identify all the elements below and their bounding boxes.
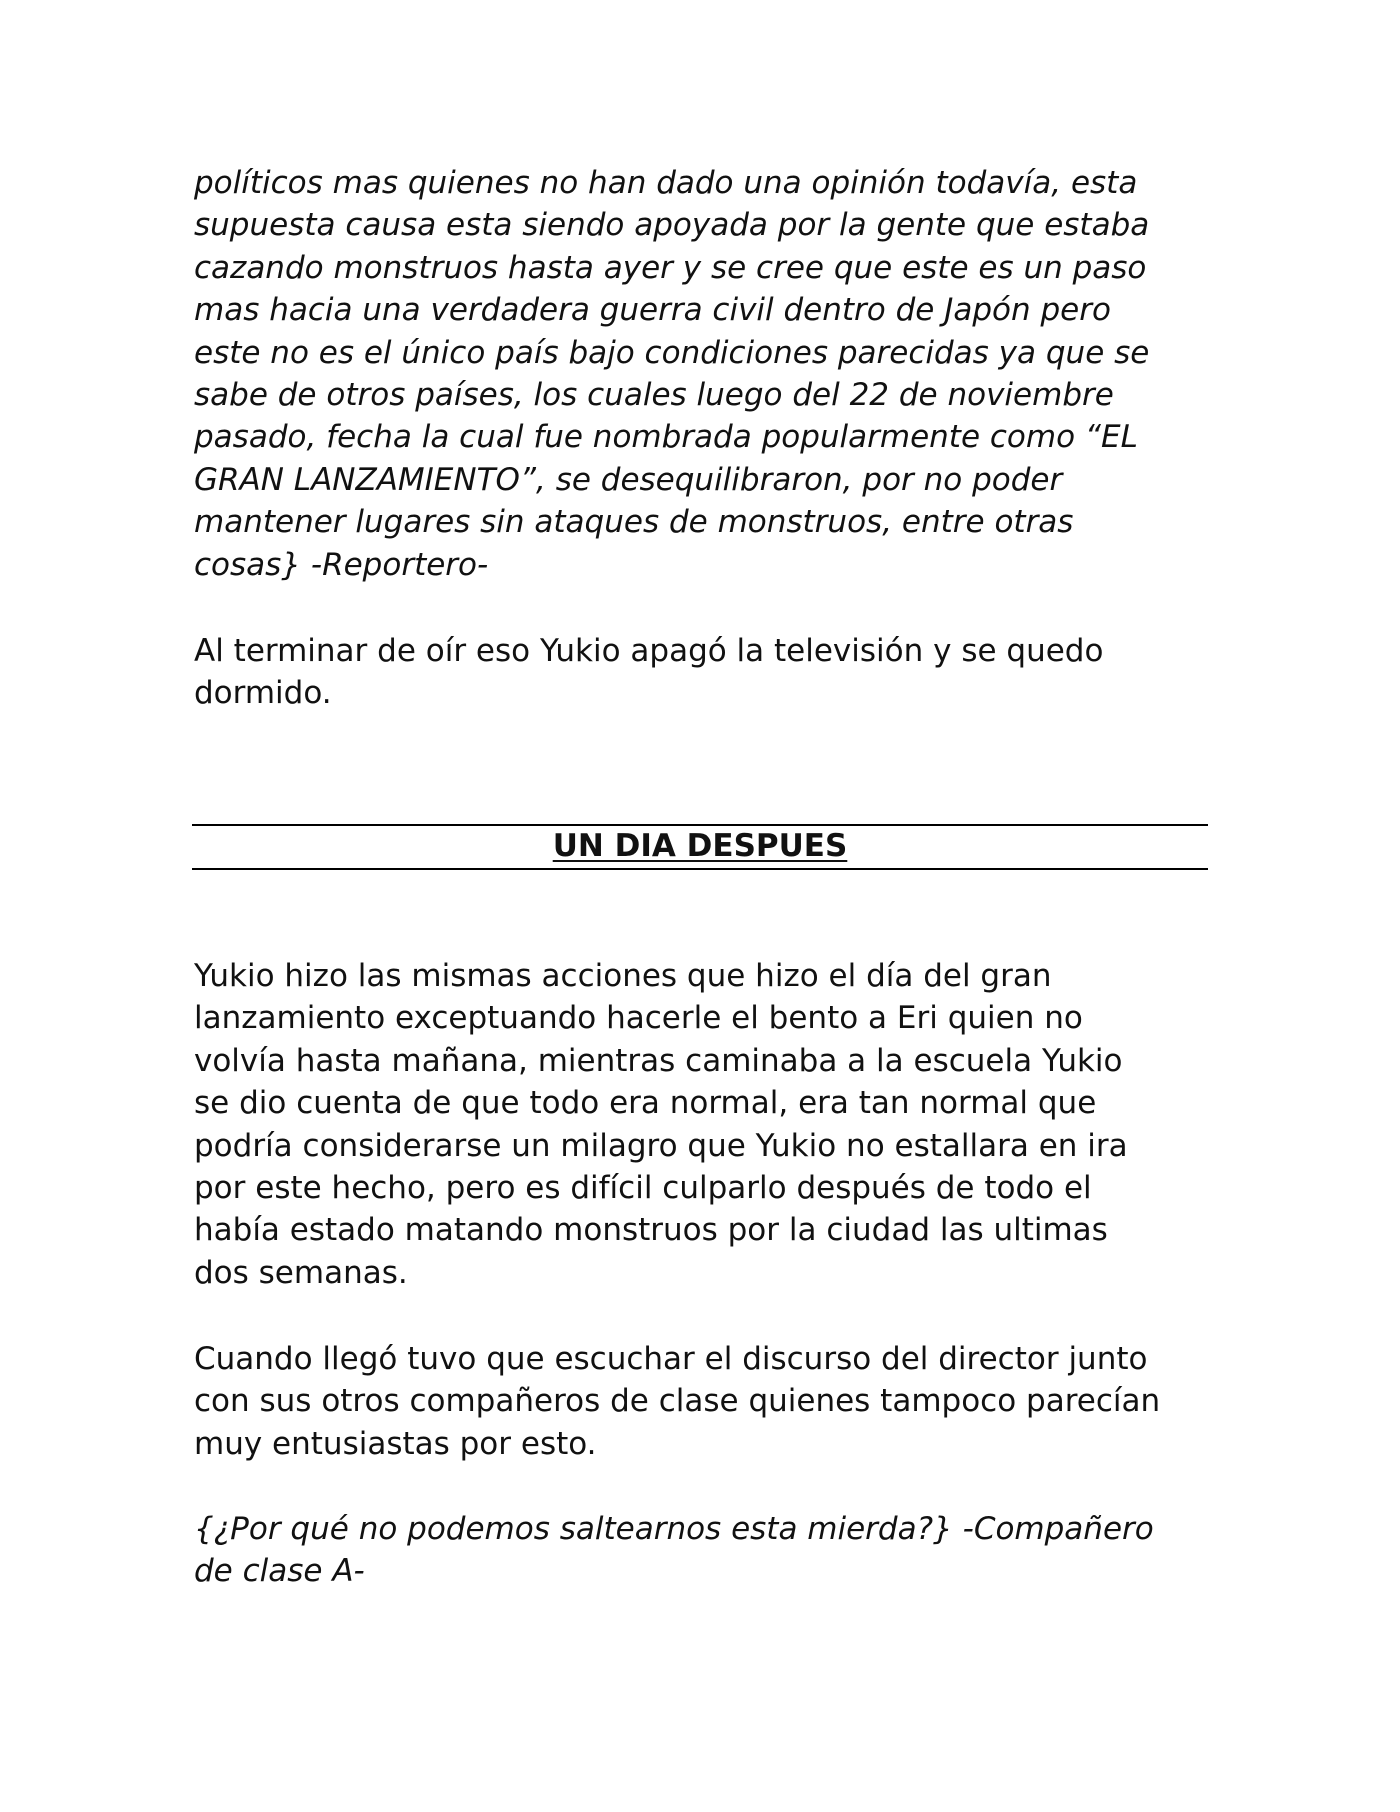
paragraph-next-day [194, 955, 1214, 1294]
text-line: políticos mas quienes no han dado una opinión todavía, esta [194, 165, 1138, 201]
paragraph-classmate-quote [194, 1508, 1214, 1593]
text-line: Al terminar de oír eso Yukio apagó la televisión y se quedo [194, 633, 1104, 669]
text-line: dos semanas. [194, 1254, 408, 1291]
text-line: había estado matando monstruos por la ciudad las ultimas [194, 1212, 1108, 1249]
text-line: mas hacia una verdadera guerra civil dentro de Japón pero [194, 292, 1111, 329]
text-line: con sus otros compañeros de clase quienes tampoco parecían [194, 1383, 1161, 1420]
text-line: {¿Por qué no podemos saltearnos esta mierda?} -Compañero [194, 1511, 1154, 1547]
paragraph-news-quote [194, 162, 1214, 586]
text-line: supuesta causa esta siendo apoyada por la gente que estaba [194, 207, 1150, 244]
text-line: Yukio hizo las mismas acciones que hizo el día del gran [194, 958, 1052, 994]
text-line: GRAN LANZAMIENTO”, se desequilibraron, por no poder [194, 461, 1063, 498]
heading-bottom-rule [192, 868, 1208, 870]
paragraph-director-speech [194, 1338, 1214, 1465]
text-line: dormido. [194, 675, 332, 712]
text-line: pasado, fecha la cual fue nombrada popularmente como “EL [194, 419, 1138, 456]
text-line: podría considerarse un milagro que Yukio no estallara en ira [194, 1127, 1128, 1164]
text-line: Cuando llegó tuvo que escuchar el discurso del director junto [194, 1341, 1148, 1377]
text-line: cosas} -Reportero- [194, 546, 489, 583]
text-line: lanzamiento exceptuando hacerle el bento a Eri quien no [194, 1000, 1083, 1037]
text-line: por este hecho, pero es difícil culparlo después de todo el [194, 1170, 1092, 1207]
text-line: sabe de otros países, los cuales luego del 22 de noviembre [194, 377, 1114, 414]
text-line: mantener lugares sin ataques de monstruos, entre otras [194, 504, 1074, 541]
section-heading [192, 825, 1208, 867]
text-line: muy entusiastas por esto. [194, 1425, 597, 1462]
text-line: este no es el único país bajo condiciones parecidas ya que se [194, 334, 1150, 371]
text-line: se dio cuenta de que todo era normal, era tan normal que [194, 1085, 1097, 1122]
paragraph-tv-off [194, 630, 1214, 715]
section-heading-text: UN DIA DESPUES [552, 828, 848, 864]
text-line: cazando monstruos hasta ayer y se cree que este es un paso [194, 249, 1147, 286]
text-line: volvía hasta mañana, mientras caminaba a la escuela Yukio [194, 1042, 1123, 1079]
text-line: de clase A- [194, 1553, 365, 1590]
